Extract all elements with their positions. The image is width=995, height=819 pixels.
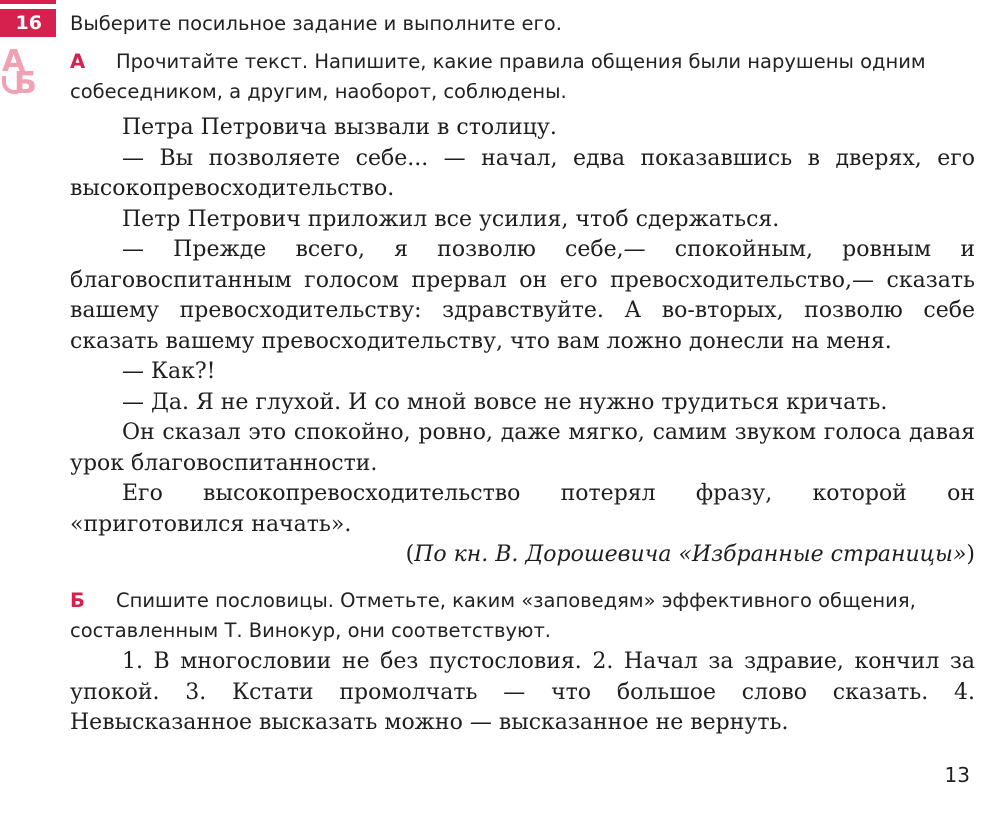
part-a-letter: А: [70, 50, 86, 73]
top-accent-strip: [0, 0, 56, 4]
task-title: Выберите посильное задание и выполните его.: [70, 12, 562, 35]
source-text: По кн. В. Дорошевича «Избранные страницы»: [414, 542, 967, 567]
page-number: 13: [944, 763, 970, 787]
proverbs-paragraph: 1. В многословии не без пустословия. 2. Начал за здравие, кончил за упокой. 3. Кстати промолчать — что большое слово сказать. 4. Невысказанное высказать можно — высказанное не вернуть.: [70, 649, 975, 735]
story-paragraph: — Да. Я не глухой. И со мной вовсе не нужно трудиться кричать.: [122, 389, 888, 415]
story-paragraph: Его высокопревосходительство потерял фразу, которой он «приготовился начать».: [70, 481, 975, 537]
story-paragraph: Он сказал это спокойно, ровно, даже мягко, самим звуком голоса давая урок благовоспитанности.: [70, 420, 975, 476]
story-paragraph: — Как?!: [122, 359, 216, 384]
story-paragraph: — Вы позволяете себе... — начал, едва показавшись в дверях, его высокопревосходительство.: [70, 145, 975, 201]
story-paragraph: Петра Петровича вызвали в столицу.: [122, 115, 557, 140]
story-text: [70, 113, 975, 571]
story-paragraph: — Прежде всего, я позволю себе,— спокойным, ровным и благовоспитанным голосом прервал он его превосходительство,— сказать вашему превосходительству: здравствуйте. А во-вторых, позволю себе сказать вашему превосходительству, что вам ложно донесли на меня.: [70, 237, 975, 354]
task-number-badge: 16: [0, 9, 56, 37]
story-paragraph: Петр Петрович приложил все усилия, чтоб сдержаться.: [122, 206, 780, 232]
part-a-instruction-text: Прочитайте текст. Напишите, какие правила общения были нарушены одним собеседником, а другим, наоборот, соблюдены.: [70, 50, 926, 103]
source-citation: (По кн. В. Дорошевича «Избранные страницы»): [405, 542, 975, 567]
ab-alphabet-icon: А Б: [2, 44, 37, 101]
part-b-instruction: [70, 586, 975, 646]
part-b-instruction-text: Спишите пословицы. Отметьте, каким «заповедям» эффективного общения, составленным Т. Винокур, они соответствуют.: [70, 589, 916, 642]
part-a-instruction: [70, 47, 975, 107]
part-b-letter: Б: [70, 589, 85, 612]
proverbs-text: [70, 647, 975, 739]
